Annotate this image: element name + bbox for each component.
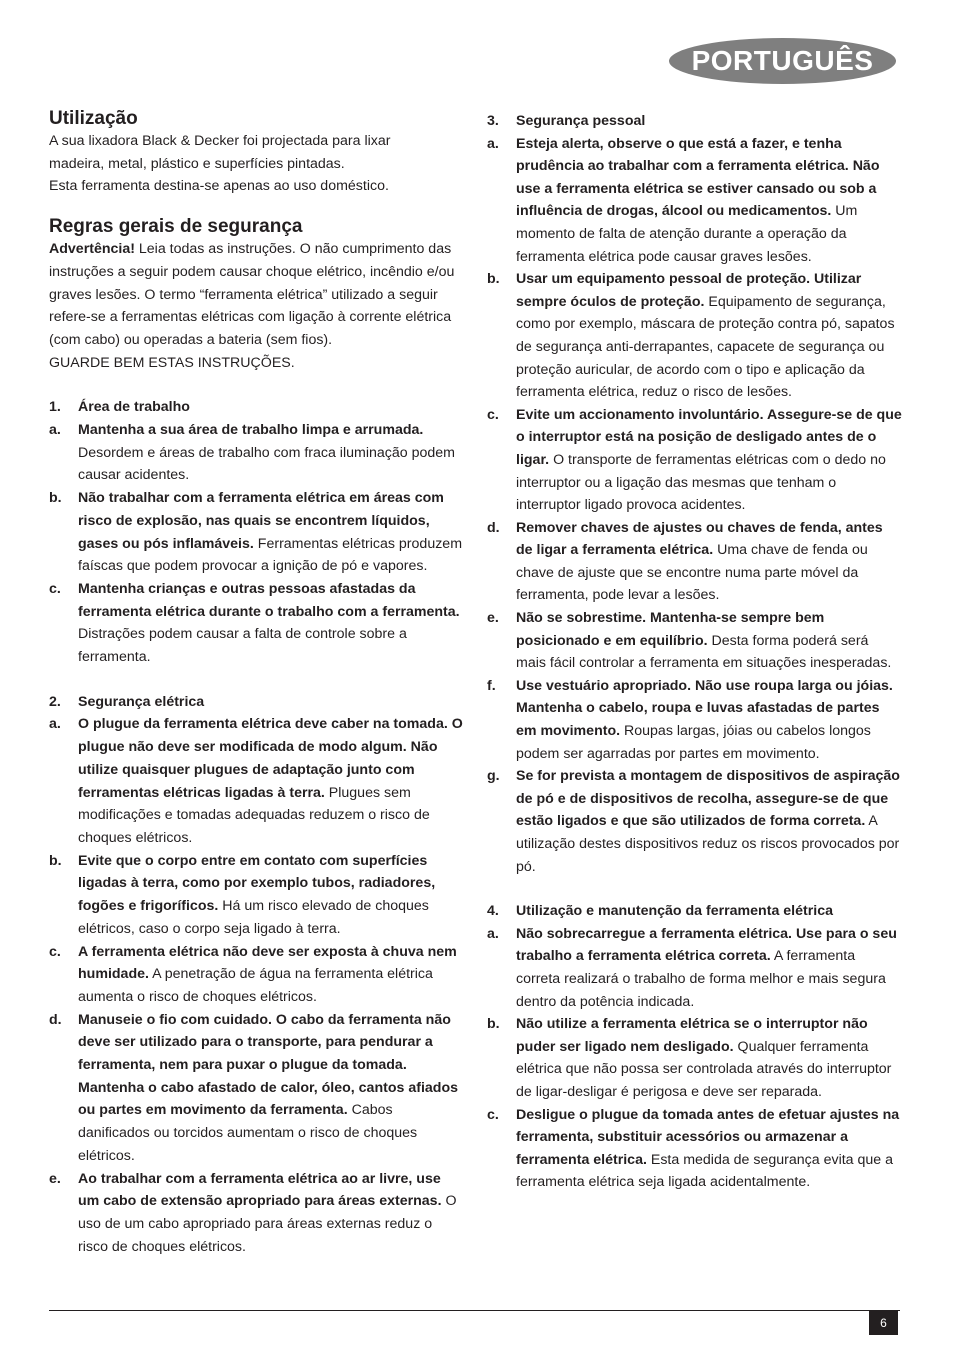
item-plain-text: Equipamento de segurança, como por exemplo, máscara de proteção contra pó, sapatos de segurança anti-derrapantes, capacete de segurança ou proteção auricular, de acordo com o tipo e aplicação da ferramenta elétrica, reduz o risco de lesões. [516,293,895,401]
item-plain-text: Plugues sem modificações e tomadas adequadas reduzem o risco de choques elétricos. [78,784,430,846]
item-text [516,404,902,517]
list-item [487,1104,902,1194]
list-item [487,607,902,675]
utilizacao-line-3: Esta ferramenta destina-se apenas ao uso doméstico. [49,178,389,195]
list-item [487,268,902,404]
list-item [487,1013,902,1103]
item-label: a. [49,422,61,439]
list-item [487,404,902,517]
section-heading-text: Área de trabalho [78,399,190,416]
item-bold-text: O plugue da ferramenta elétrica deve caber na tomada. O plugue não deve ser modificada de modo algum. Não utilize quaisquer plugues de adaptação junto com ferramentas elétricas ligadas à terra. [78,716,463,801]
item-label: e. [49,1170,61,1187]
item-text [78,850,465,941]
item-text [516,1104,902,1194]
item-bold-text: Esteja alerta, observe o que está a fazer, e tenha prudência ao trabalhar com a ferramenta elétrica. Não use a ferramenta elétrica se estiver cansado ou sob a influência de drogas, álcool ou medicamentos. [516,135,880,220]
item-bold-text: Se for prevista a montagem de dispositivos de aspiração de pó e de dispositivos de recolha, assegure-se de que estão ligados e que são utilizados de forma correta. [516,768,900,830]
item-plain-text: Qualquer ferramenta elétrica que não possa ser controlada através do interruptor de ligar-desligar é perigosa e deve ser reparada. [516,1038,892,1100]
section-number: 4. [487,903,499,920]
item-label: c. [49,943,61,960]
item-bold-text: Evite um accionamento involuntário. Assegure-se de que o interruptor está na posição de desligado antes de o ligar. [516,406,902,468]
section-heading-4 [487,900,902,923]
item-bold-text: Desligue o plugue da tomada antes de efetuar ajustes na ferramenta, substituir acessórios ou armazenar a ferramenta elétrica. [516,1106,900,1168]
section-1-items [49,419,465,669]
item-text [78,1168,465,1259]
item-plain-text: O transporte de ferramentas elétricas com o dedo no interruptor ou a ligação das mesmas que tenham o interruptor ligado provoca acidentes. [516,451,886,514]
item-text [516,765,902,878]
item-plain-text: Uma chave de fenda ou chave de ajuste que se encontre numa parte móvel da ferramenta, pode levar a lesões. [516,542,868,604]
list-item [49,1168,465,1259]
section-2-items [49,713,465,1258]
list-item [487,923,902,1013]
list-item [49,487,465,578]
section-heading-text: Segurança elétrica [78,693,205,710]
section-heading-2 [49,691,465,714]
list-item [49,1009,465,1168]
item-bold-text: Não se sobrestime. Mantenha-se sempre bem posicionado e em equilíbrio. [516,610,825,649]
left-column [49,108,465,1258]
item-plain-text: Distrações podem causar a falta de controle sobre a ferramenta. [78,626,407,666]
section-number: 2. [49,693,61,710]
item-bold-text: Mantenha crianças e outras pessoas afastadas da ferramenta elétrica durante o trabalho com a ferramenta. [78,580,460,620]
right-column [487,110,902,1194]
list-item [487,765,902,878]
item-text [516,133,902,269]
item-label: c. [487,406,499,423]
item-plain-text: Ferramentas elétricas produzem faíscas que podem provocar a ignição de pó e vapores. [78,535,463,575]
item-text [516,675,902,765]
list-item [49,419,465,487]
item-text [78,487,465,578]
item-label: b. [487,271,500,288]
item-plain-text: A penetração de água na ferramenta elétrica aumenta o risco de choques elétricos. [78,966,433,1005]
item-text [78,1009,465,1168]
item-plain-text: Roupas largas, jóias ou cabelos longos podem ser agarradas por partes em movimento. [516,723,871,762]
keep-instructions: GUARDE BEM ESTAS INSTRUÇÕES. [49,354,295,371]
footer-rule [49,1310,900,1311]
warning-text: Leia todas as instruções. O não cumprimento das instruções a seguir podem causar choque elétrico, incêndio e/ou graves lesões. O termo “ferramenta elétrica” utilizado a seguir refere-se a ferramentas elétricas com ligação à corrente elétrica (com cabo) ou operadas a bateria (sem fios). [49,241,455,348]
item-text [78,713,465,849]
item-bold-text: Ao trabalhar com a ferramenta elétrica ao ar livre, use um cabo de extensão apropriado para áreas externas. [78,1170,442,1210]
section-title-utilizacao: Utilização [49,108,138,129]
section-number: 3. [487,113,499,129]
language-badge: PORTUGUÊS [669,38,896,84]
item-label: a. [487,925,499,942]
item-bold-text: Não utilize a ferramenta elétrica se o interruptor não puder ser ligado nem desligado. [516,1016,868,1055]
item-plain-text: Esta medida de segurança evita que a ferramenta elétrica seja ligada acidentalmente. [516,1151,894,1191]
section-heading-text: Segurança pessoal [516,113,646,129]
item-bold-text: Use vestuário apropriado. Não use roupa larga ou jóias. Mantenha o cabelo, roupa e luvas afastadas de partes em movimento. [516,677,893,740]
item-label: e. [487,610,499,627]
warning-paragraph [49,238,465,352]
list-item [487,675,902,765]
item-bold-text: Mantenha a sua área de trabalho limpa e arrumada. [78,422,424,439]
item-text [78,419,465,487]
section-3-items [487,133,902,879]
warning-label: Advertência! [49,241,135,258]
utilizacao-line-2: madeira, metal, plástico e superfícies pintadas. [49,155,345,172]
item-label: g. [487,768,500,785]
item-text [78,941,465,1009]
section-heading-text: Utilização e manutenção da ferramenta elétrica [516,903,833,920]
item-plain-text: Desordem e áreas de trabalho com fraca iluminação podem causar acidentes. [78,444,455,484]
item-label: f. [487,677,496,694]
item-plain-text: Desta forma poderá será mais fácil controlar a ferramenta em situações inesperadas. [516,632,892,672]
item-bold-text: Remover chaves de ajustes ou chaves de fenda, antes de ligar a ferramenta elétrica. [516,519,883,559]
page-number: 6 [869,1311,898,1335]
list-item [49,941,465,1009]
item-plain-text: Um momento de falta de atenção durante a operação da ferramenta elétrica pode causar graves lesões. [516,203,858,265]
item-label: b. [487,1016,500,1033]
item-plain-text: O uso de um cabo apropriado para áreas externas reduz o risco de choques elétricos. [78,1193,457,1255]
item-plain-text: A ferramenta correta realizará o trabalho de forma melhor e mais segura dentro da potência indicada. [516,948,886,1010]
item-text [516,268,902,404]
list-item [49,578,465,669]
section-heading-3 [487,110,902,133]
list-item [49,850,465,941]
item-bold-text: Não trabalhar com a ferramenta elétrica em áreas com risco de explosão, nas quais se encontrem líquidos, gases ou pós inflamáveis. [78,490,444,552]
section-4-items [487,923,902,1194]
item-bold-text: A ferramenta elétrica não deve ser exposta à chuva nem humidade. [78,943,457,983]
section-number: 1. [49,399,61,416]
item-bold-text: Manuseie o fio com cuidado. O cabo da ferramenta não deve ser utilizado para o transporte, para pendurar a ferramenta, nem para puxar o plugue da tomada. Mantenha o cabo afastado de calor, óleo, cantos afiados ou partes em movimento da ferramenta. [78,1011,458,1119]
item-plain-text: A utilização destes dispositivos reduz os riscos provocados por pó. [516,813,900,875]
item-label: c. [487,1106,499,1123]
item-text [516,517,902,607]
item-label: b. [49,490,62,507]
section-title-regras: Regras gerais de segurança [49,216,303,238]
item-plain-text: Cabos danificados ou torcidos aumentam o risco de choques elétricos. [78,1102,418,1164]
list-item [49,713,465,849]
item-bold-text: Não sobrecarregue a ferramenta elétrica. Use para o seu trabalho a ferramenta elétrica correta. [516,925,897,965]
item-plain-text: Há um risco elevado de choques elétricos, caso o corpo seja ligado à terra. [78,898,429,937]
item-label: d. [49,1011,62,1028]
item-text [78,578,465,669]
item-bold-text: Usar um equipamento pessoal de proteção. Utilizar sempre óculos de proteção. [516,271,862,310]
list-item [487,517,902,607]
item-text [516,607,902,675]
utilizacao-line-1: A sua lixadora Black & Decker foi projectada para lixar [49,133,391,149]
item-label: a. [49,716,61,733]
item-label: d. [487,519,500,536]
section-heading-1 [49,396,465,419]
item-label: c. [49,580,61,597]
item-label: a. [487,135,499,152]
list-item [487,133,902,269]
item-text [516,923,902,1013]
item-bold-text: Evite que o corpo entre em contato com superfícies ligadas à terra, como por exemplo tubos, radiadores, fogões e frigoríficos. [78,852,436,915]
item-text [516,1013,902,1103]
item-label: b. [49,852,62,869]
